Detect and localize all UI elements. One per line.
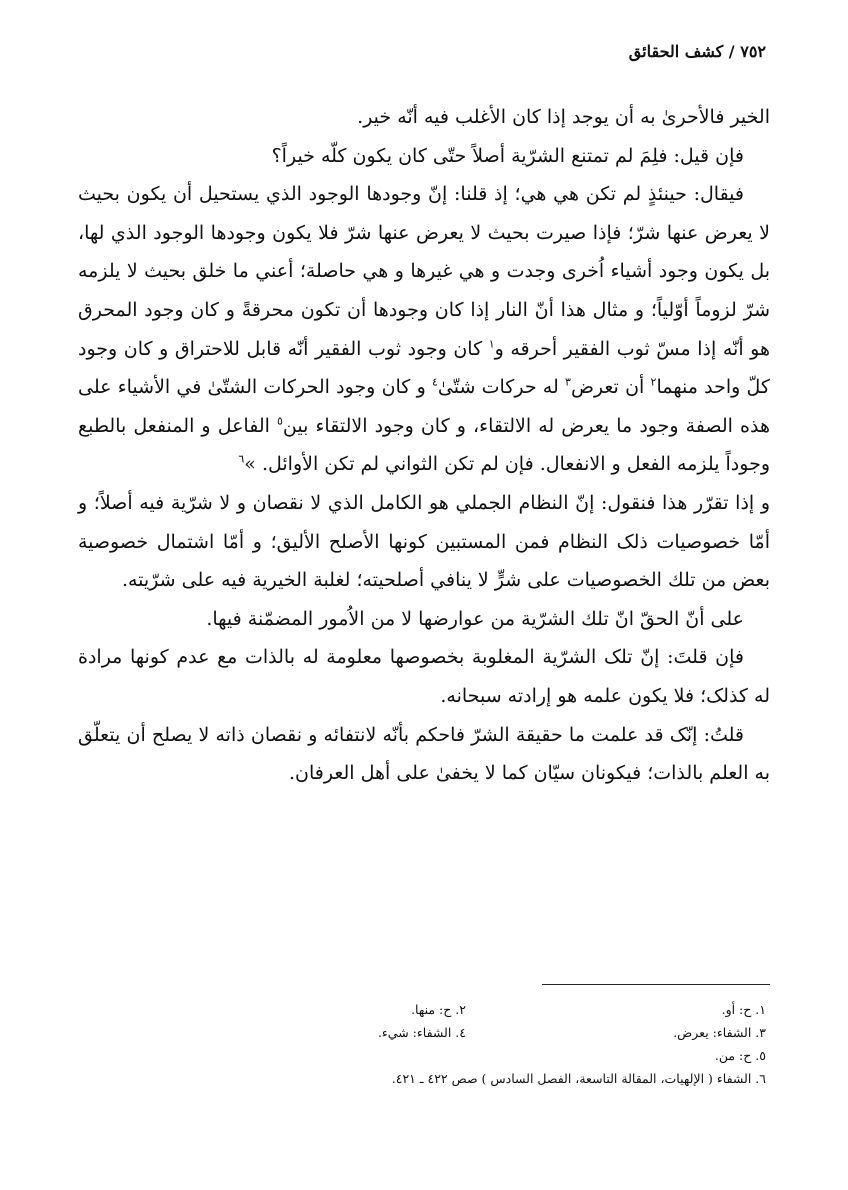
footnote-6: ٦. الشفاء ( الإلهيات، المقالة التاسعة، الفصل السادس ) صص ٤٢٢ ـ ٤٢١.: [391, 1071, 766, 1086]
footnote-marker-6: ٦: [238, 453, 245, 467]
footnote-marker-5: ٥: [277, 414, 283, 428]
footnote-row: [166, 1044, 766, 1067]
running-head: ٧٥٢ / كشف الحقائق: [628, 42, 766, 61]
paragraph-6: فإن قلتَ: إنّ تلک الشرّية المغلوبة بخصوصها معلومة له بالذات مع عدم كونها مرادة له كذلک؛ فلا يكون علمه هو إرادته سبحانه.: [78, 646, 770, 707]
footnote-5: ٥. ح: من.: [714, 1048, 766, 1063]
paragraph-2: فإن قيل: فلِمَ لم تمتنع الشرّية أصلاً حتّى كان يكون كلّه خيراً؟: [271, 144, 744, 167]
paragraph-3-part-c: أن تعرض: [570, 376, 651, 399]
footnote-row: [166, 1021, 766, 1044]
footnote-marker-2: ٢: [650, 375, 657, 389]
footnote-marker-1: ١: [488, 337, 495, 351]
footnotes: [166, 998, 766, 1090]
paragraph-3: [78, 175, 770, 484]
footnote-row: [166, 998, 766, 1021]
footnote-2: ٢. ح: منها.: [411, 1002, 466, 1017]
footnote-divider: [542, 984, 770, 985]
footnote-1: ١. ح: أو.: [721, 1002, 766, 1017]
paragraph-5: على أنّ الحقّ انّ تلك الشرّية من عوارضها لا من الاُمور المضمّنة فيها.: [206, 607, 744, 630]
paragraph-3-part-f: الفاعل و المنفعل بالطبع وجوداً يلزمه الفعل و الانفعال. فإن لم تكن الثواني لم تكن الأوائل. »: [78, 414, 770, 476]
footnote-4: ٤. الشفاء: شيء.: [377, 1025, 466, 1040]
main-text: [78, 98, 770, 793]
footnote-marker-3: ٣: [565, 375, 571, 389]
footnote-3: ٣. الشفاء: يعرض.: [673, 1025, 766, 1040]
footnote-row: [166, 1067, 766, 1090]
paragraph-3-part-d: له حركات شتّىٰ: [437, 376, 566, 399]
paragraph-3-part-e: و كان وجود الحركات الشتّىٰ في الأشياء على هذه الصفة وجود ما يعرض له الالتقاء، و كان وجود الالتقاء بين: [78, 376, 770, 437]
paragraph-3-part-b: كان وجود ثوب الفقير أنّه قابل للاحتراق و كان وجود كلّ واحد منهما: [78, 337, 770, 399]
paragraph-4: و إذا تقرّر هذا فنقول: إنّ النظام الجملي هو الكامل الذي لا نقصان و لا شرّية فيه أصلاً؛ و أمّا خصوصيات ذلک النظام فمن المستبين كونها الأصلح الأليق؛ و أمّا اشتمال خصوصية بعض من تلك الخصوصيات على شرٍّ لا ينافي أصلحيته؛ لغلبة الخيرية فيه على شرّيته.: [78, 491, 770, 592]
paragraph-7: قلتُ: إنّک قد علمت ما حقيقة الشرّ فاحكم بأنّه لانتفائه و نقصان ذاته لا يصلح أن يتعلّق به العلم بالذات؛ فيكونان سيّان كما لا يخفىٰ على أهل العرفان.: [78, 723, 770, 785]
footnote-marker-4: ٤: [431, 375, 438, 389]
paragraph-3-part-a: فيقال: حينئذٍ لم تكن هي هي؛ إذ قلنا: إنّ وجودها الوجود الذي يستحيل أن يكون بحيث لا يعرض عنها شرّ؛ فإذا صيرت بحيث لا يعرض عنها شرّ فلا يكون وجودها الوجود الذي لها، بل يكون وجود أشياء اُخرى وجدت و هي غيرها و هي حاصلة؛ أعني ما خلق بحيث لا يلزمه شرّ لزوماً أوّلياً؛ و مثال هذا أنّ النار إذا كان وجودها أن تكون محرقةً و كان وجود المحرق هو أنّه إذا مسّ ثوب الفقير أحرقه و: [78, 183, 771, 360]
paragraph-1: الخير فالأحرىٰ به أن يوجد إذا كان الأغلب فيه أنّه خير.: [357, 106, 770, 128]
